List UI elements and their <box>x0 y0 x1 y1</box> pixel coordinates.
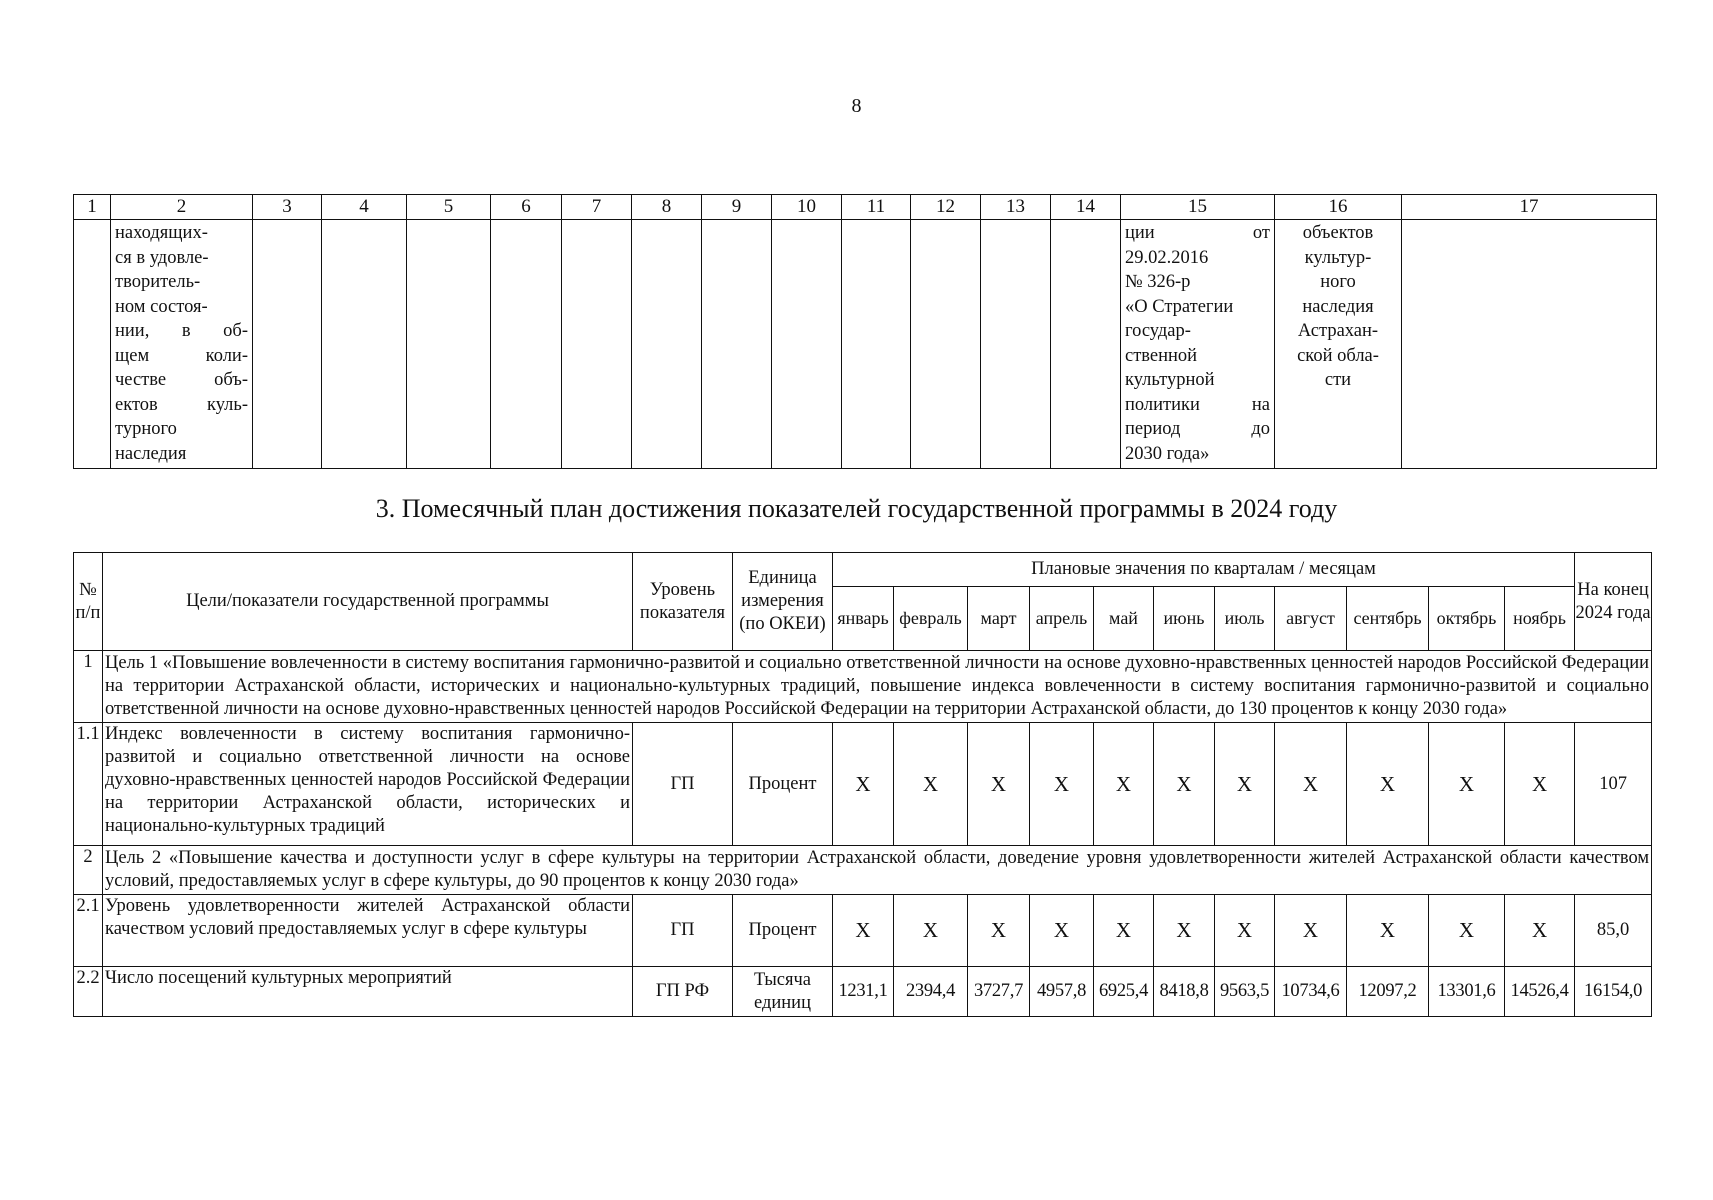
header-month: апрель <box>1030 587 1094 651</box>
month-value: Х <box>833 895 894 967</box>
header-month: ноябрь <box>1505 587 1575 651</box>
col-number: 10 <box>772 195 842 220</box>
month-value: Х <box>1094 895 1154 967</box>
indicator-level: ГП <box>633 723 733 846</box>
header-planned-values: Плановые значения по кварталам / месяцам <box>833 553 1575 587</box>
goal-text: Цель 1 «Повышение вовлеченности в систему воспитания гармонично-развитой и социально ответственной личности на основе духовно-нравственных ценностей народов Российской Федерации на территории Астраханской области, исторических и национально-культурных традиций, повышение индекса вовлеченности в систему воспитания гармонично-развитой и социально ответственной личности на основе духовно-нравственных ценностей народов Российской Федерации на территории Астраханской области, до 130 процентов к концу 2030 года» <box>103 651 1652 723</box>
col-number: 3 <box>253 195 322 220</box>
indicator-unit: Тысяча единиц <box>733 967 833 1017</box>
header-month: январь <box>833 587 894 651</box>
col-number: 11 <box>842 195 911 220</box>
header-month: февраль <box>894 587 968 651</box>
header-month: октябрь <box>1429 587 1505 651</box>
month-value: Х <box>1030 895 1094 967</box>
month-value: 4957,8 <box>1030 967 1094 1017</box>
goal-text: Цель 2 «Повышение качества и доступности услуг в сфере культуры на территории Астраханской области, доведение уровня удовлетворенности жителей Астраханской области качеством условий, предоставляемых услуг в сфере культуры, до 90 процентов к концу 2030 года» <box>103 846 1652 895</box>
goal-row <box>74 846 1652 895</box>
month-value: Х <box>1094 723 1154 846</box>
col-number: 7 <box>562 195 632 220</box>
indicator-text-cell: находящих- ся в удовле- творитель- ном состоя- нии, в об- щем коли- честве объ- ектов куль- турного наследия <box>111 220 253 469</box>
end-of-year-value: 85,0 <box>1575 895 1652 967</box>
subject-cell: объектов культур- ного наследия Астрахан- ской обла- сти <box>1275 220 1402 469</box>
month-value: 3727,7 <box>968 967 1030 1017</box>
col-number: 15 <box>1121 195 1275 220</box>
header-end-of-year: На конец 2024 года <box>1575 553 1652 651</box>
month-value: Х <box>1030 723 1094 846</box>
row-number: 1 <box>74 651 103 723</box>
month-value: Х <box>1505 895 1575 967</box>
month-value: 10734,6 <box>1275 967 1347 1017</box>
col-number: 12 <box>911 195 981 220</box>
row-number: 2 <box>74 846 103 895</box>
header-month: июль <box>1215 587 1275 651</box>
header-num: № п/п <box>74 553 103 651</box>
section-title: 3. Помесячный план достижения показателей государственной программы в 2024 году <box>375 494 1338 523</box>
indicator-unit: Процент <box>733 895 833 967</box>
col-number: 17 <box>1402 195 1657 220</box>
month-value: Х <box>1215 723 1275 846</box>
indicator-text: Число посещений культурных мероприятий <box>103 967 633 1017</box>
month-value: Х <box>968 895 1030 967</box>
end-of-year-value: 107 <box>1575 723 1652 846</box>
header-month: июнь <box>1154 587 1215 651</box>
indicator-row <box>74 723 1652 846</box>
col-number: 4 <box>322 195 407 220</box>
month-value: Х <box>1215 895 1275 967</box>
row-number: 2.1 <box>74 895 103 967</box>
month-value: 8418,8 <box>1154 967 1215 1017</box>
month-value: Х <box>894 895 968 967</box>
month-value: Х <box>1429 895 1505 967</box>
header-level: Уровень показателя <box>633 553 733 651</box>
col-number: 16 <box>1275 195 1402 220</box>
document-reference-cell: ции от 29.02.2016 № 326-р «О Стратегии государ- ственной культурной политики на период до 2030 года» <box>1121 220 1275 469</box>
col-number: 9 <box>702 195 772 220</box>
col-number: 13 <box>981 195 1051 220</box>
indicator-row <box>74 895 1652 967</box>
header-goals: Цели/показатели государственной программы <box>103 553 633 651</box>
page-number: 8 <box>851 95 862 117</box>
col-number: 6 <box>491 195 562 220</box>
month-value: 12097,2 <box>1347 967 1429 1017</box>
month-value: Х <box>1505 723 1575 846</box>
month-value: Х <box>968 723 1030 846</box>
indicator-text: Уровень удовлетворенности жителей Астраханской области качеством условий предоставляемых услуг в сфере культуры <box>103 895 633 967</box>
month-value: 9563,5 <box>1215 967 1275 1017</box>
indicator-text: Индекс вовлеченности в систему воспитания гармонично-развитой и социально ответственной личности на основе духовно-нравственных ценностей народов Российской Федерации на территории Астраханской области, исторических и национально-культурных традиций <box>103 723 633 846</box>
indicator-level: ГП РФ <box>633 967 733 1017</box>
month-value: Х <box>1154 895 1215 967</box>
header-month: май <box>1094 587 1154 651</box>
indicator-unit: Процент <box>733 723 833 846</box>
month-value: 1231,1 <box>833 967 894 1017</box>
end-of-year-value: 16154,0 <box>1575 967 1652 1017</box>
month-value: Х <box>894 723 968 846</box>
header-month: март <box>968 587 1030 651</box>
header-month: август <box>1275 587 1347 651</box>
header-unit: Единица измерения (по ОКЕИ) <box>733 553 833 651</box>
month-value: Х <box>1154 723 1215 846</box>
indicator-row <box>74 967 1652 1017</box>
col-number: 5 <box>407 195 491 220</box>
month-value: Х <box>1275 895 1347 967</box>
month-value: Х <box>1347 723 1429 846</box>
indicator-level: ГП <box>633 895 733 967</box>
month-value: 2394,4 <box>894 967 968 1017</box>
row-number: 2.2 <box>74 967 103 1017</box>
month-value: Х <box>1275 723 1347 846</box>
col-number: 2 <box>111 195 253 220</box>
column-number-row <box>74 195 1657 220</box>
goal-row <box>74 651 1652 723</box>
row-number: 1.1 <box>74 723 103 846</box>
header-month: сентябрь <box>1347 587 1429 651</box>
col-number: 1 <box>74 195 111 220</box>
col-number: 14 <box>1051 195 1121 220</box>
month-value: 6925,4 <box>1094 967 1154 1017</box>
monthly-plan-table <box>73 552 1652 1017</box>
month-value: Х <box>1347 895 1429 967</box>
continuation-row <box>74 220 1657 469</box>
month-value: 13301,6 <box>1429 967 1505 1017</box>
col-number: 8 <box>632 195 702 220</box>
continuation-table <box>73 194 1657 469</box>
month-value: 14526,4 <box>1505 967 1575 1017</box>
month-value: Х <box>1429 723 1505 846</box>
month-value: Х <box>833 723 894 846</box>
